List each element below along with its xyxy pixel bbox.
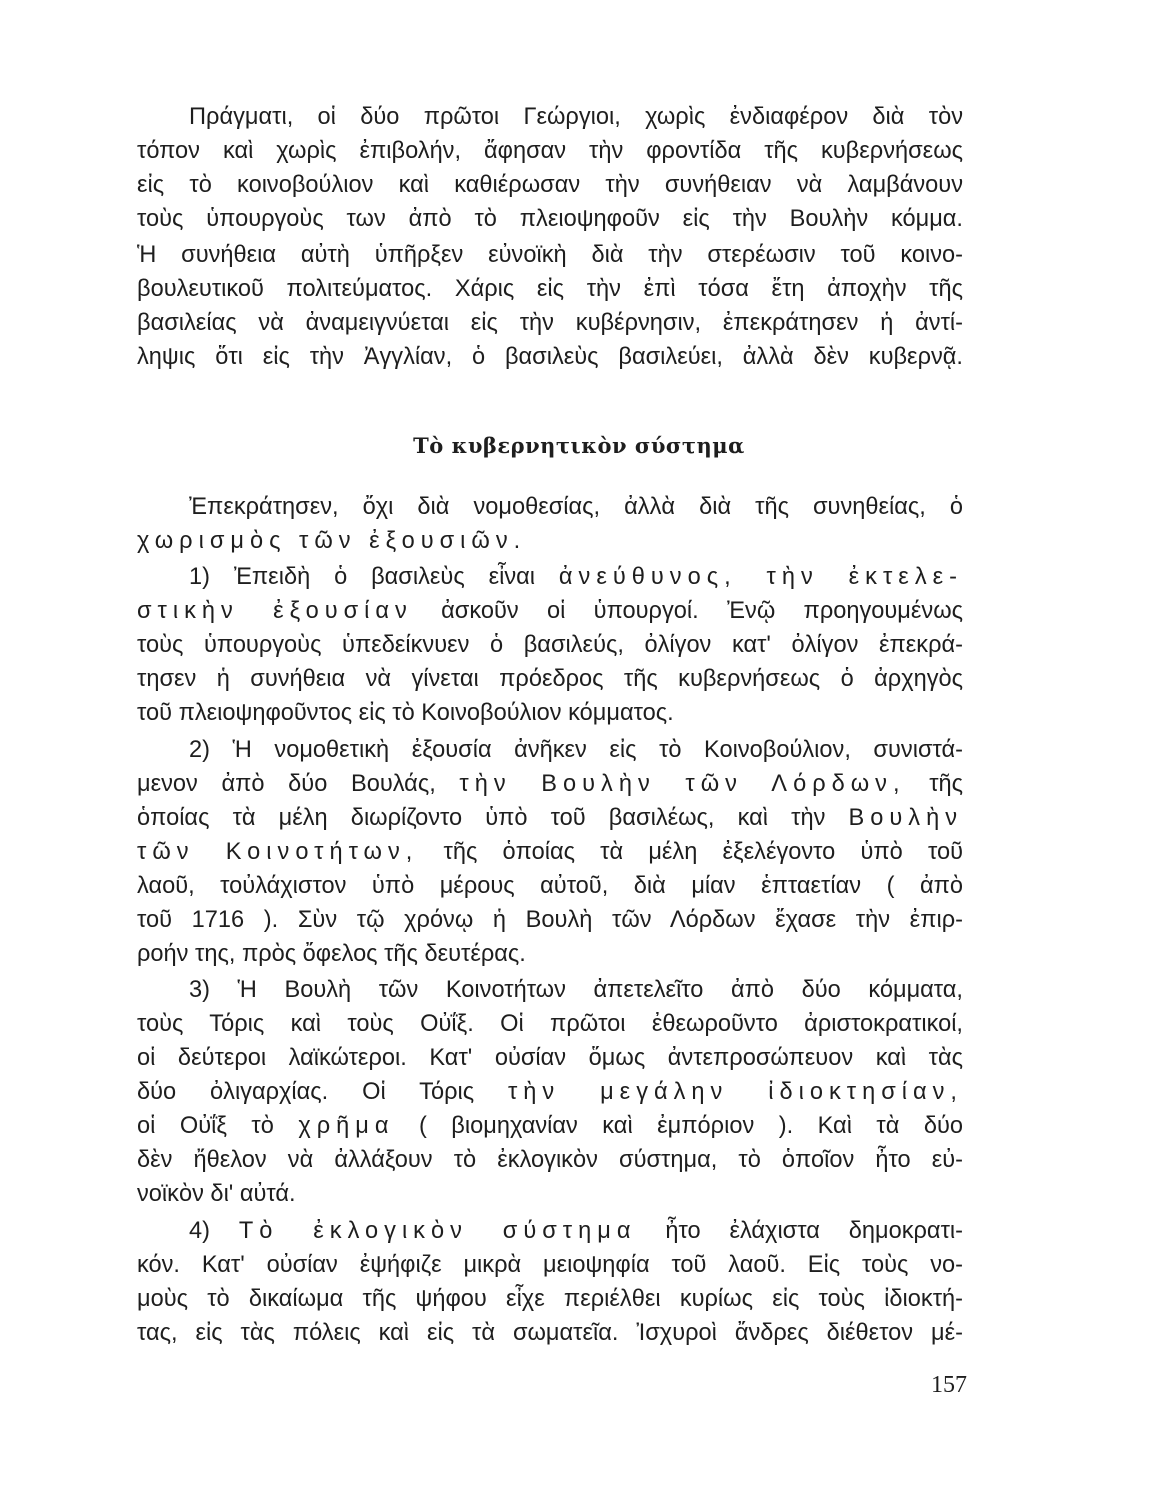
spaced-emphasis: χρῆμα: [298, 1113, 395, 1139]
section-heading: Τὸ κυβερνητικὸν σύστημα: [413, 433, 745, 458]
text-span: μενον ἀπὸ δύο Βουλάς,: [137, 771, 436, 797]
text-span: οἱ Οὐΐξ τὸ: [137, 1113, 274, 1139]
spaced-emphasis: τὴν μεγάλην ἰδιοκτησίαν,: [507, 1079, 963, 1105]
text-line: βασιλείας νὰ ἀναμειγνύεται εἰς τὴν κυβέρνησιν, ἐπεκράτησεν ἡ ἀντί-: [137, 310, 963, 336]
text-line: [137, 801, 963, 835]
text-line: τοὺς ὑπουργοὺς ὑπεδείκνυεν ὁ βασιλεύς, ὀλίγον κατ' ὀλίγον ἐπεκρά-: [137, 632, 963, 658]
text-line: [189, 1214, 963, 1248]
text-line: τόπον καὶ χωρὶς ἐπιβολήν, ἄφησαν τὴν φροντίδα τῆς κυβερνήσεως: [137, 138, 963, 164]
text-span: 4): [189, 1218, 210, 1244]
text-line: τοῦ 1716 ). Σὺν τῷ χρόνῳ ἡ Βουλὴ τῶν Λόρδων ἔχασε τὴν ἐπιρ-: [137, 907, 963, 933]
text-span: τῆς: [929, 771, 963, 797]
spaced-emphasis: στικὴν ἐξουσίαν: [137, 598, 413, 624]
text-line: νοϊκὸν δι' αὐτά.: [137, 1181, 296, 1207]
spaced-emphasis: Βουλὴν: [848, 805, 963, 831]
text-span: δύο ὀλιγαρχίας. Οἱ Τόρις: [137, 1079, 475, 1105]
spaced-emphasis: χωρισμὸς τῶν ἐξουσιῶν.: [137, 528, 527, 554]
text-line: [137, 524, 963, 558]
text-line: τας, εἰς τὰς πόλεις καὶ εἰς τὰ σωματεῖα. Ἰσχυροὶ ἄνδρες διέθετον μέ-: [137, 1320, 963, 1346]
text-line: οἱ δεύτεροι λαϊκώτεροι. Κατ' οὐσίαν ὅμως ἀντεπροσώπευον καὶ τὰς: [137, 1045, 963, 1071]
text-line: εἰς τὸ κοινοβούλιον καὶ καθιέρωσαν τὴν συνήθειαν νὰ λαμβάνουν: [137, 172, 963, 198]
text-line: [189, 560, 963, 594]
text-line: [137, 1075, 963, 1109]
text-span: ὁποίας τὰ μέλη διωρίζοντο ὑπὸ τοῦ βασιλέως, καὶ τὴν: [137, 805, 826, 831]
spaced-emphasis: ἀνεύθυνος, τὴν ἐκτελε-: [558, 564, 963, 590]
text-line: ροήν της, πρὸς ὄφελος τῆς δευτέρας.: [137, 941, 526, 967]
text-span: ἀσκοῦν οἱ ὑπουργοί. Ἐνῷ προηγουμένως: [441, 598, 963, 624]
text-line: [137, 594, 963, 628]
text-line: Πράγματι, οἱ δύο πρῶτοι Γεώργιοι, χωρὶς ἐνδιαφέρον διὰ τὸν: [189, 104, 963, 130]
text-line: 3) Ἡ Βουλὴ τῶν Κοινοτήτων ἀπετελεῖτο ἀπὸ δύο κόμματα,: [189, 977, 963, 1003]
spaced-emphasis: τῶν Κοινοτήτων,: [137, 839, 419, 865]
page-number: 157: [931, 1372, 967, 1398]
spaced-emphasis: τὴν Βουλὴν τῶν Λόρδων,: [459, 771, 906, 797]
text-line: [137, 1109, 963, 1143]
text-line: βουλευτικοῦ πολιτεύματος. Χάρις εἰς τὴν ἐπὶ τόσα ἔτη ἀποχὴν τῆς: [137, 276, 963, 302]
text-line: [137, 767, 963, 801]
text-line: 2) Ἡ νομοθετικὴ ἐξουσία ἀνῆκεν εἰς τὸ Κοινοβούλιον, συνιστά-: [189, 737, 963, 763]
text-line: τοὺς ὑπουργοὺς των ἀπὸ τὸ πλειοψηφοῦν εἰς τὴν Βουλὴν κόμμα.: [137, 206, 963, 232]
spaced-emphasis: Τὸ ἐκλογικὸν σύστημα: [238, 1218, 637, 1244]
text-span: ( βιομηχανίαν καὶ ἐμπόριον ). Καὶ τὰ δύο: [418, 1113, 963, 1139]
text-line: ληψις ὅτι εἰς τὴν Ἀγγλίαν, ὁ βασιλεὺς βασιλεύει, ἀλλὰ δὲν κυβερνᾷ.: [137, 344, 963, 370]
text-line: δὲν ἤθελον νὰ ἀλλάξουν τὸ ἐκλογικὸν σύστημα, τὸ ὁποῖον ἦτο εὐ-: [137, 1147, 963, 1173]
text-line: τοὺς Τόρις καὶ τοὺς Οὐΐξ. Οἱ πρῶτοι ἐθεωροῦντο ἀριστοκρατικοί,: [137, 1011, 963, 1037]
text-line: τοῦ πλειοψηφοῦντος εἰς τὸ Κοινοβούλιον κόμματος.: [137, 700, 674, 726]
text-line: [137, 835, 963, 869]
text-line: λαοῦ, τοὐλάχιστον ὑπὸ μέρους αὐτοῦ, διὰ μίαν ἑπταετίαν ( ἀπὸ: [137, 873, 963, 899]
text-line: Ἐπεκράτησεν, ὄχι διὰ νομοθεσίας, ἀλλὰ διὰ τῆς συνηθείας, ὁ: [189, 494, 963, 520]
text-line: Ἡ συνήθεια αὐτὴ ὑπῆρξεν εὐνοϊκὴ διὰ τὴν στερέωσιν τοῦ κοινο-: [137, 242, 963, 268]
text-span: τῆς ὁποίας τὰ μέλη ἐξελέγοντο ὑπὸ τοῦ: [443, 839, 963, 865]
text-span: ἦτο ἐλάχιστα δημοκρατι-: [665, 1218, 963, 1244]
text-span: 1) Ἐπειδὴ ὁ βασιλεὺς εἶναι: [189, 564, 536, 590]
text-line: τησεν ἡ συνήθεια νὰ γίνεται πρόεδρος τῆς κυβερνήσεως ὁ ἀρχηγὸς: [137, 666, 963, 692]
text-line: μοὺς τὸ δικαίωμα τῆς ψήφου εἶχε περιέλθει κυρίως εἰς τοὺς ἰδιοκτή-: [137, 1286, 963, 1312]
text-line: κόν. Κατ' οὐσίαν ἐψήφιζε μικρὰ μειοψηφία τοῦ λαοῦ. Εἰς τοὺς νο-: [137, 1252, 963, 1278]
